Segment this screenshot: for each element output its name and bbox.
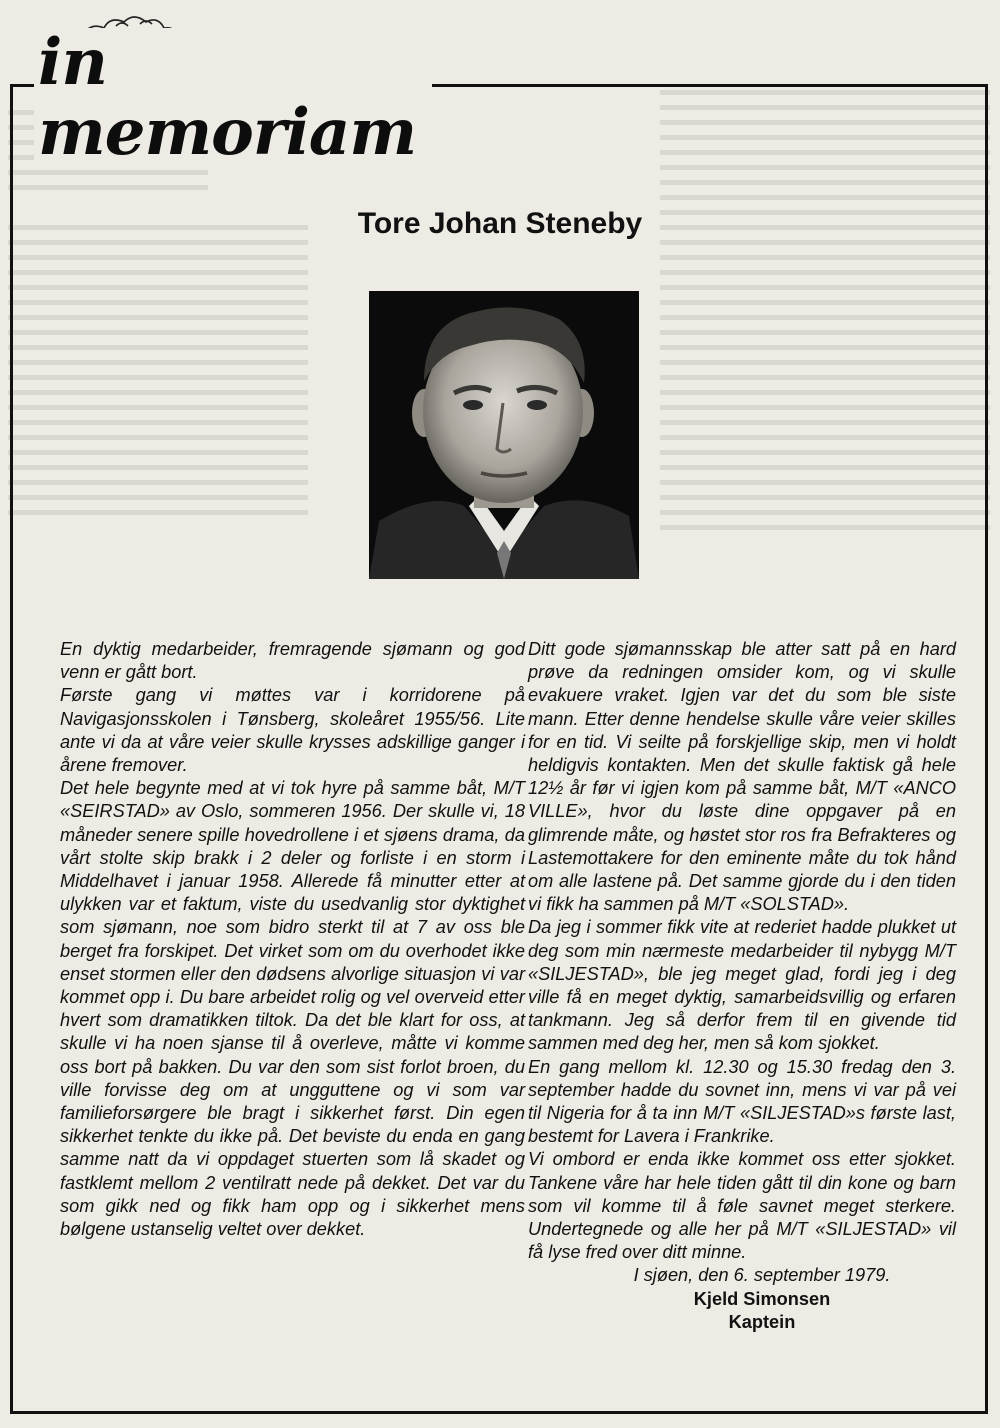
paragraph: Første gang vi møttes var i korridorene på Navigasjonsskolen i Tønsberg, skoleåret 1955/56. Lite ante vi da at våre veier skulle krysses adskillige ganger i årene fremover. bbox=[60, 685, 525, 776]
portrait-image bbox=[369, 291, 639, 579]
paragraph: Vi ombord er enda ikke kommet oss etter sjokket. Tankene våre har hele tiden gått til din kone og barn som vil komme til å føle savnet meget sterkere. Undertegnede og alle her på M/T «SILJESTAD» vil få lyse fred over ditt minne. bbox=[528, 1149, 956, 1263]
signature-name: Kjeld Simonsen bbox=[693, 1288, 831, 1309]
article-column-right bbox=[528, 638, 956, 1334]
masthead bbox=[12, 6, 432, 171]
obituary-headline: Tore Johan Steneby bbox=[357, 207, 643, 240]
paragraph: En dyktig medarbeider, fremragende sjømann og god venn er gått bort. bbox=[60, 639, 525, 683]
portrait-photo bbox=[369, 291, 639, 579]
paragraph: Det hele begynte med at vi tok hyre på samme båt, M/T «SEIRSTAD» av Oslo, sommeren 1956. Der skulle vi, 18 måneder senere spille hovedrollene i et sjøens drama, da vårt stolte skip brakk i 2 deler og forliste i en storm i Middelhavet i januar 1958. Allerede få minutter etter at ulykken var et faktum, viste du usedvanlig stor dyktighet som sjømann, noe som bidro sterkt til at 7 av oss ble berget fra forskipet. Det virket som om du overhodet ikke enset stormen eller den dødsens alvorlige situasjon vi var kommet opp i. Du bare arbeidet rolig og vel overveid etter hvert som dramatikken tiltok. Da det ble klart for oss, at skulle vi ha noen sjanse til å overleve, måtte vi komme oss bort på bakken. Du var den som sist forlot broen, du ville forvisse deg om at ungguttene og vi som var familieforsørgere ble bragt i sikkerhet først. Din egen sikkerhet tenkte du ikke på. Det beviste du enda en gang samme natt da vi oppdaget stuerten som lå skadet og fastklemt mellom 2 ventilratt nede på dekket. Det var du som gikk ned og fikk ham opp og i sikkerhet mens bølgene ustanselig veltet over dekket. bbox=[60, 778, 525, 1240]
article-column-left bbox=[60, 638, 525, 1241]
paragraph: Ditt gode sjømannsskap ble atter satt på en hard prøve da redningen omsider kom, og vi skulle evakuere vraket. Igjen var det du som ble siste mann. Etter denne hendelse skulle våre veier skilles for en tid. Vi seilte på forskjellige skip, men vi holdt heldigvis kontakten. Men det skulle faktisk gå hele 12½ år før vi igjen kom på samme båt, M/T «ANCO VILLE», hvor du løste dine oppgaver på en glimrende måte, og høstet stor ros fra Befrakteres og Lastemottakere for den eminente måte du tok hånd om alle lastene på. Det samme gjorde du i den tiden vi fikk ha sammen på M/T «SOLSTAD». bbox=[528, 639, 956, 915]
place-date: I sjøen, den 6. september 1979. bbox=[633, 1265, 891, 1286]
signature-block bbox=[568, 1264, 956, 1334]
paragraph: En gang mellom kl. 12.30 og 15.30 fredag den 3. september hadde du sovnet inn, mens vi var på vei til Nigeria for å ta inn M/T «SILJESTAD»s første last, bestemt for Lavera i Frankrike. bbox=[528, 1056, 956, 1147]
signature-title: Kaptein bbox=[728, 1311, 796, 1332]
paragraph: Da jeg i sommer fikk vite at rederiet hadde plukket ut deg som min nærmeste medarbeider til nybygg M/T «SILJESTAD», ble jeg meget glad, fordi jeg i deg ville få en meget dyktig, samarbeidsvillig og erfaren tankmann. Jeg så derfor frem til en givende tid sammen med deg her, men så kom sjokket. bbox=[528, 917, 956, 1054]
masthead-title: in memoriam bbox=[34, 28, 432, 169]
